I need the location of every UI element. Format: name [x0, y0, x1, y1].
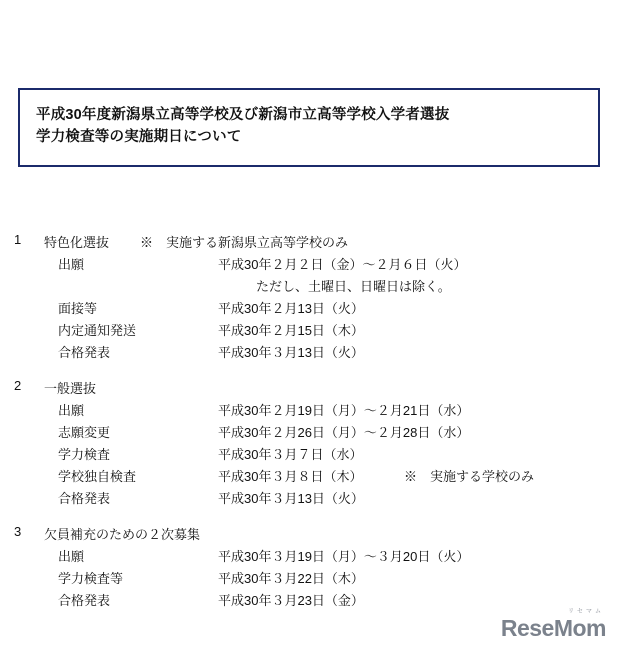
table-row — [0, 546, 620, 568]
section-3 — [0, 524, 620, 612]
section-3-title: 欠員補充のための２次募集 — [44, 527, 201, 542]
resemom-watermark — [501, 609, 606, 640]
row-label: 面接等 — [58, 301, 98, 316]
row-value: 平成30年３月22日（木） — [218, 571, 364, 586]
section-3-number: 3 — [14, 524, 22, 539]
section-3-heading — [0, 524, 620, 546]
section-1-heading — [0, 232, 620, 254]
watermark-subtext: リセマム — [568, 609, 604, 615]
row-label: 合格発表 — [58, 345, 111, 360]
row-value: 平成30年３月８日（木） — [218, 469, 363, 484]
section-1-note: ※ 実施する新潟県立高等学校のみ — [140, 235, 349, 250]
row-value: 平成30年３月７日（水） — [218, 447, 363, 462]
section-1-number: 1 — [14, 232, 22, 247]
row-label: 合格発表 — [58, 593, 111, 608]
row-label: 学校独自検査 — [58, 469, 137, 484]
table-row — [0, 422, 620, 444]
section-2 — [0, 378, 620, 510]
row-label: 内定通知発送 — [58, 323, 137, 338]
row-value: 平成30年３月13日（火） — [218, 491, 364, 506]
title-line-1: 平成30年度新潟県立高等学校及び新潟市立高等学校入学者選抜 — [36, 107, 450, 123]
row-label: 志願変更 — [58, 425, 111, 440]
row-value: 平成30年２月13日（火） — [218, 301, 364, 316]
table-row — [0, 320, 620, 342]
row-value: 平成30年２月２日（金）〜２月６日（火） — [218, 257, 467, 272]
watermark-logo-text: ReseMom — [500, 615, 606, 641]
row-value: 平成30年２月19日（月）〜２月21日（水） — [218, 403, 470, 418]
section-2-number: 2 — [14, 378, 22, 393]
row-label: 出願 — [58, 403, 85, 418]
section-2-heading — [0, 378, 620, 400]
section-1-rows — [0, 254, 620, 364]
title-box — [18, 88, 600, 167]
table-row — [0, 568, 620, 590]
row-label: 出願 — [58, 549, 85, 564]
table-row — [0, 254, 620, 276]
row-label: 合格発表 — [58, 491, 111, 506]
table-row — [0, 342, 620, 364]
section-3-rows — [0, 546, 620, 612]
section-2-rows — [0, 400, 620, 510]
row-label: 学力検査 — [58, 447, 111, 462]
section-2-title: 一般選抜 — [44, 381, 97, 396]
table-row — [0, 466, 620, 488]
row-label: 出願 — [58, 257, 85, 272]
row-sub-text: ただし、土曜日、日曜日は除く。 — [256, 279, 451, 294]
row-label: 学力検査等 — [58, 571, 124, 586]
section-1-title: 特色化選抜 — [44, 235, 110, 250]
row-value: 平成30年３月13日（火） — [218, 345, 364, 360]
table-row — [0, 444, 620, 466]
row-value: 平成30年２月26日（月）〜２月28日（水） — [218, 425, 470, 440]
row-value: 平成30年３月19日（月）〜３月20日（火） — [218, 549, 470, 564]
title-line-2: 学力検査等の実施期日について — [36, 129, 242, 146]
table-row — [0, 488, 620, 510]
row-extra-note: ※ 実施する学校のみ — [404, 469, 535, 484]
table-row — [0, 400, 620, 422]
table-row-note — [0, 276, 620, 298]
row-value: 平成30年２月15日（木） — [218, 323, 364, 338]
row-value: 平成30年３月23日（金） — [218, 593, 364, 608]
table-row — [0, 298, 620, 320]
document-content — [0, 232, 620, 626]
section-1 — [0, 232, 620, 364]
